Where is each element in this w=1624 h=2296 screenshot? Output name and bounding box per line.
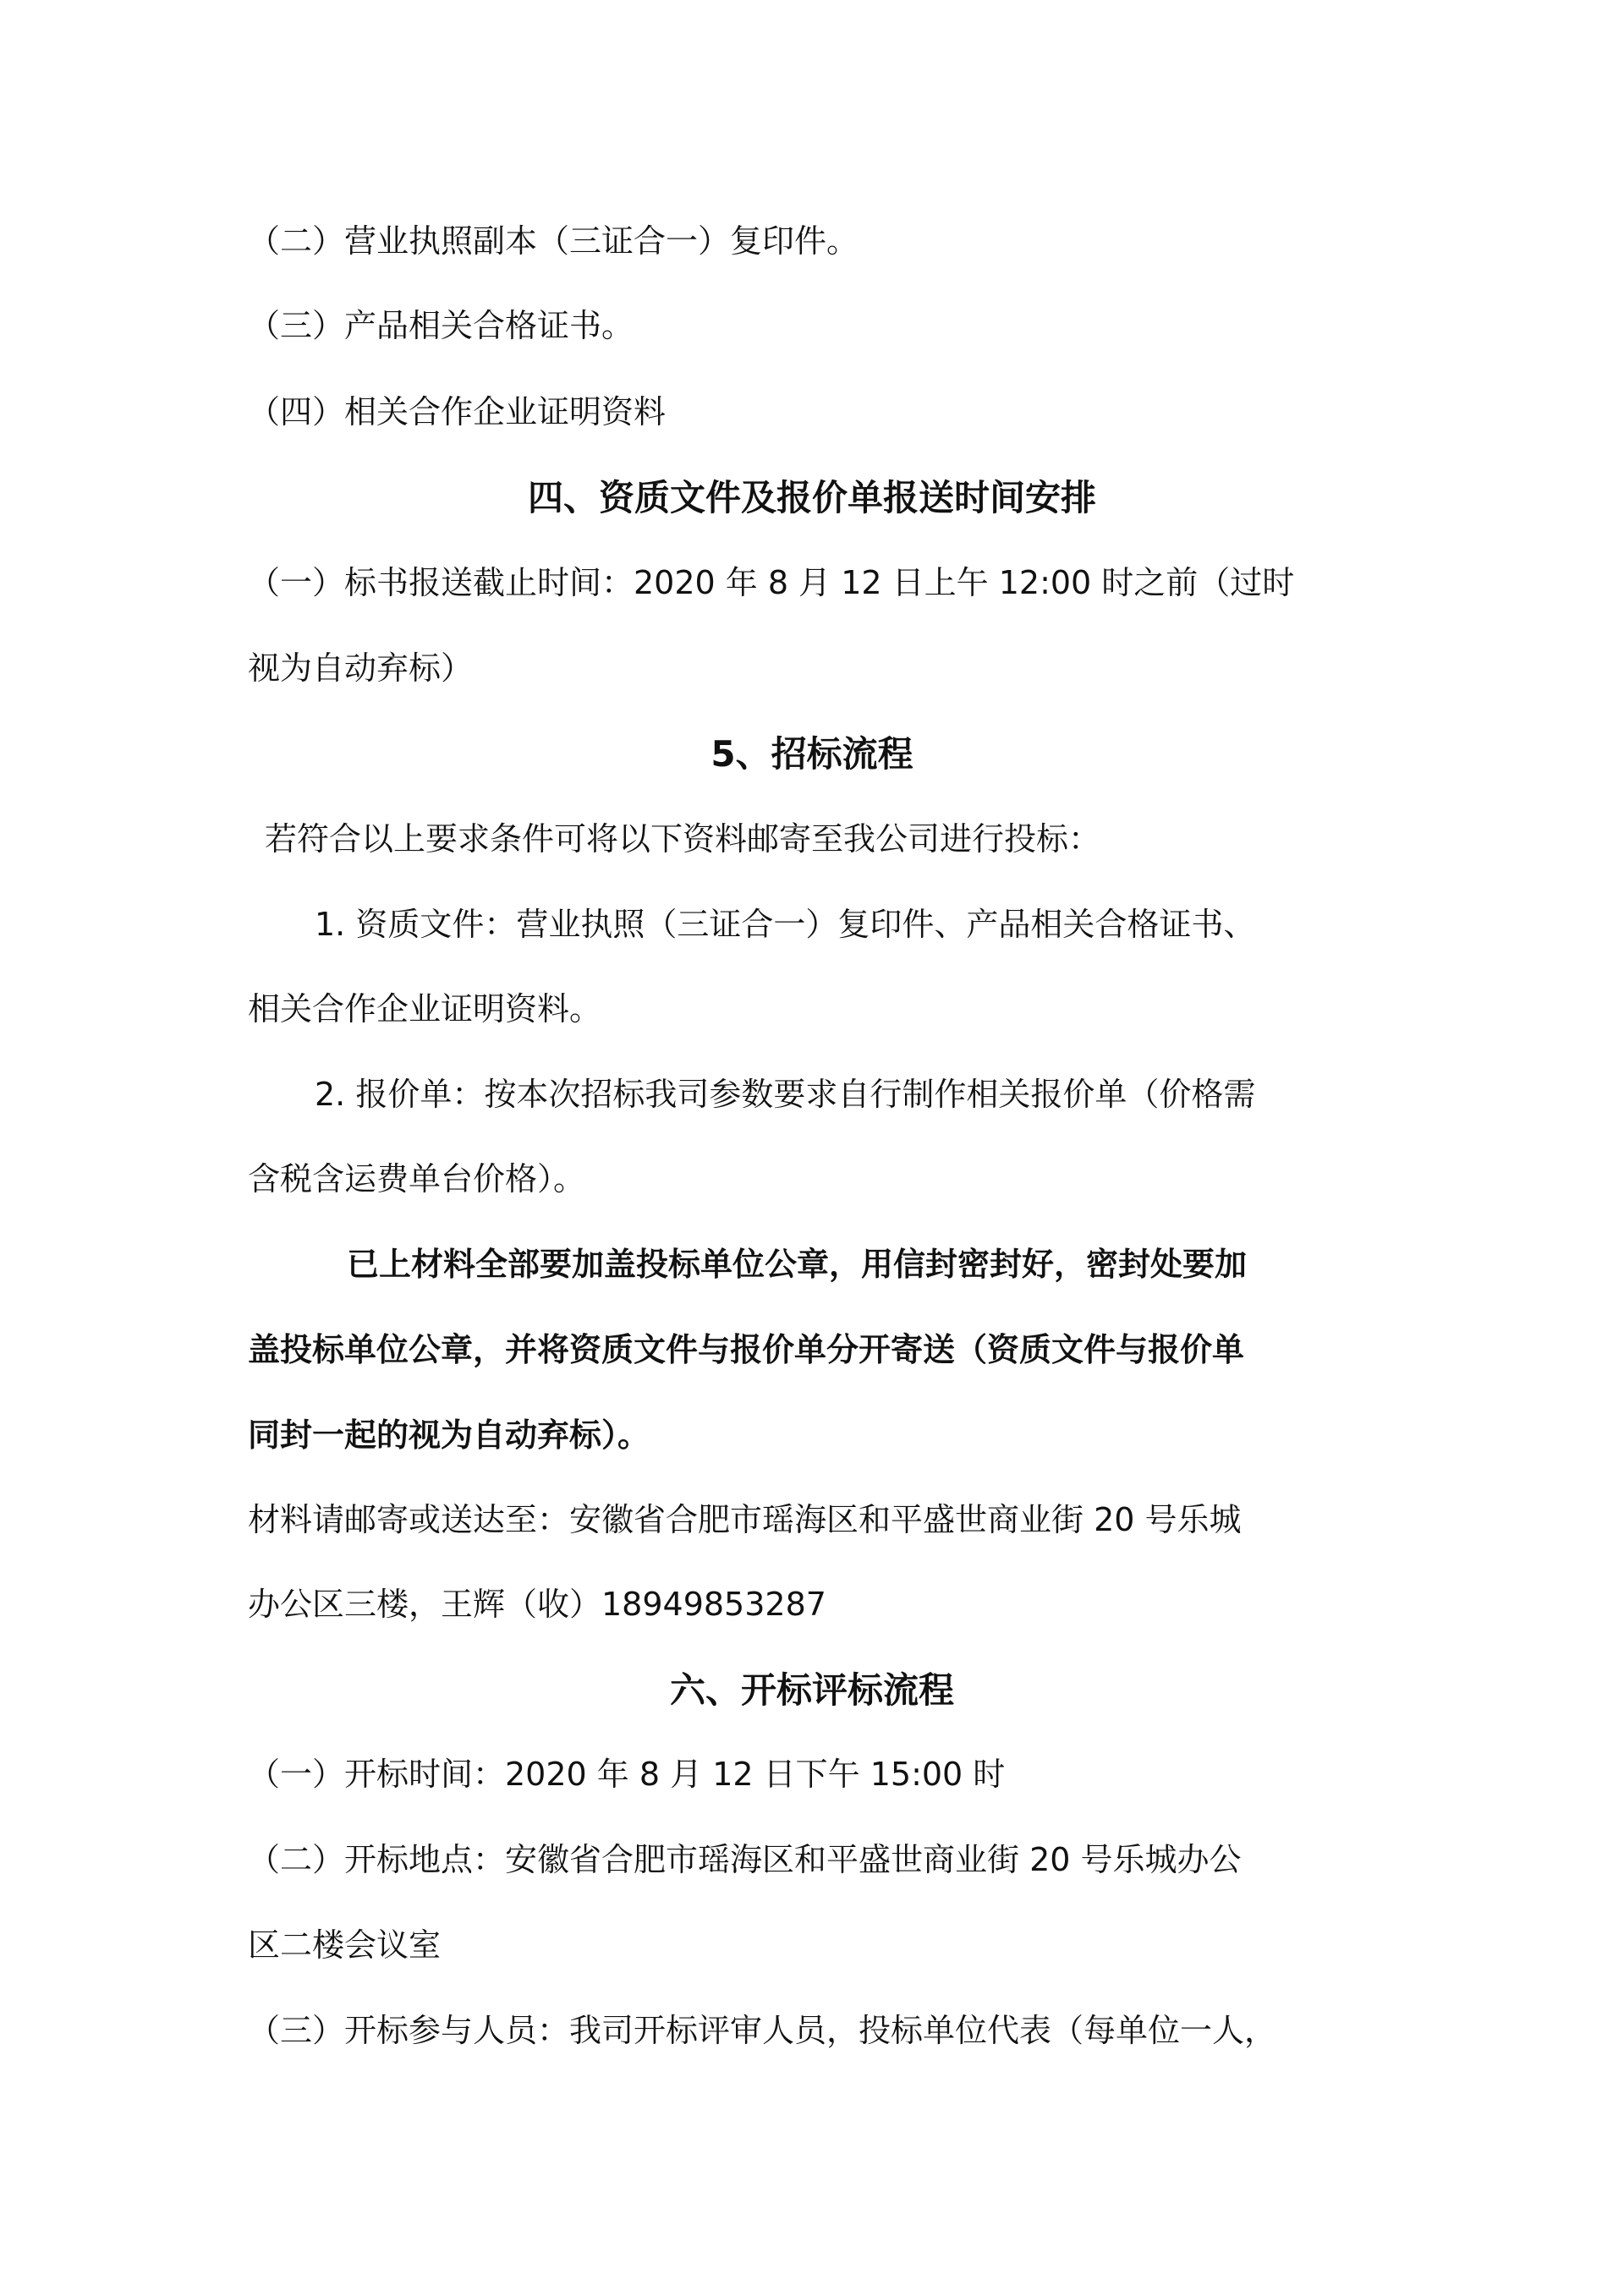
item-partner-proof: （四）相关合作企业证明资料 [248, 393, 667, 430]
deadline-line-2: 视为自动弃标） [248, 649, 474, 687]
bidding-intro: 若符合以上要求条件可将以下资料邮寄至我公司进行投标： [265, 820, 1101, 858]
list-item-2-line-2: 含税含运费单台价格）。 [248, 1160, 586, 1197]
sealing-instruction-line-2: 盖投标单位公章，并将资质文件与报价单分开寄送（资质文件与报价单 [248, 1331, 1245, 1368]
list-item-1-line-2: 相关合作企业证明资料。 [248, 990, 602, 1027]
deadline-line-1: （一）标书报送截止时间：2020 年 8 月 12 日上午 12:00 时之前（过时 [248, 564, 1295, 601]
sealing-instruction-line-3: 同封一起的视为自动弃标）。 [248, 1417, 650, 1454]
mailing-address-line-2: 办公区三楼，王辉（收）18949853287 [248, 1586, 826, 1623]
opening-time: （一）开标时间：2020 年 8 月 12 日下午 15:00 时 [248, 1756, 1006, 1793]
sealing-instruction-line-1: 已上材料全部要加盖投标单位公章，用信封密封好，密封处要加 [347, 1246, 1248, 1283]
list-item-2-line-1: 2. 报价单：按本次招标我司参数要求自行制作相关报价单（价格需 [315, 1076, 1256, 1113]
section-heading-bid-opening: 六、开标评标流程 [669, 1669, 954, 1711]
item-product-certificate: （三）产品相关合格证书。 [248, 307, 634, 344]
opening-location-line-2: 区二楼会议室 [248, 1926, 442, 1964]
mailing-address-line-1: 材料请邮寄或送达至：安徽省合肥市瑶海区和平盛世商业街 20 号乐城 [248, 1501, 1242, 1538]
list-item-1-line-1: 1. 资质文件：营业执照（三证合一）复印件、产品相关合格证书、 [315, 906, 1256, 943]
section-heading-bidding-process: 5、招标流程 [710, 733, 914, 775]
section-heading-submission-schedule: 四、资质文件及报价单报送时间安排 [527, 477, 1096, 518]
item-business-license: （二）营业执照副本（三证合一）复印件。 [248, 222, 859, 260]
opening-location-line-1: （二）开标地点：安徽省合肥市瑶海区和平盛世商业街 20 号乐城办公 [248, 1841, 1242, 1878]
opening-participants: （三）开标参与人员：我司开标评审人员，投标单位代表（每单位一人， [248, 2012, 1277, 2049]
